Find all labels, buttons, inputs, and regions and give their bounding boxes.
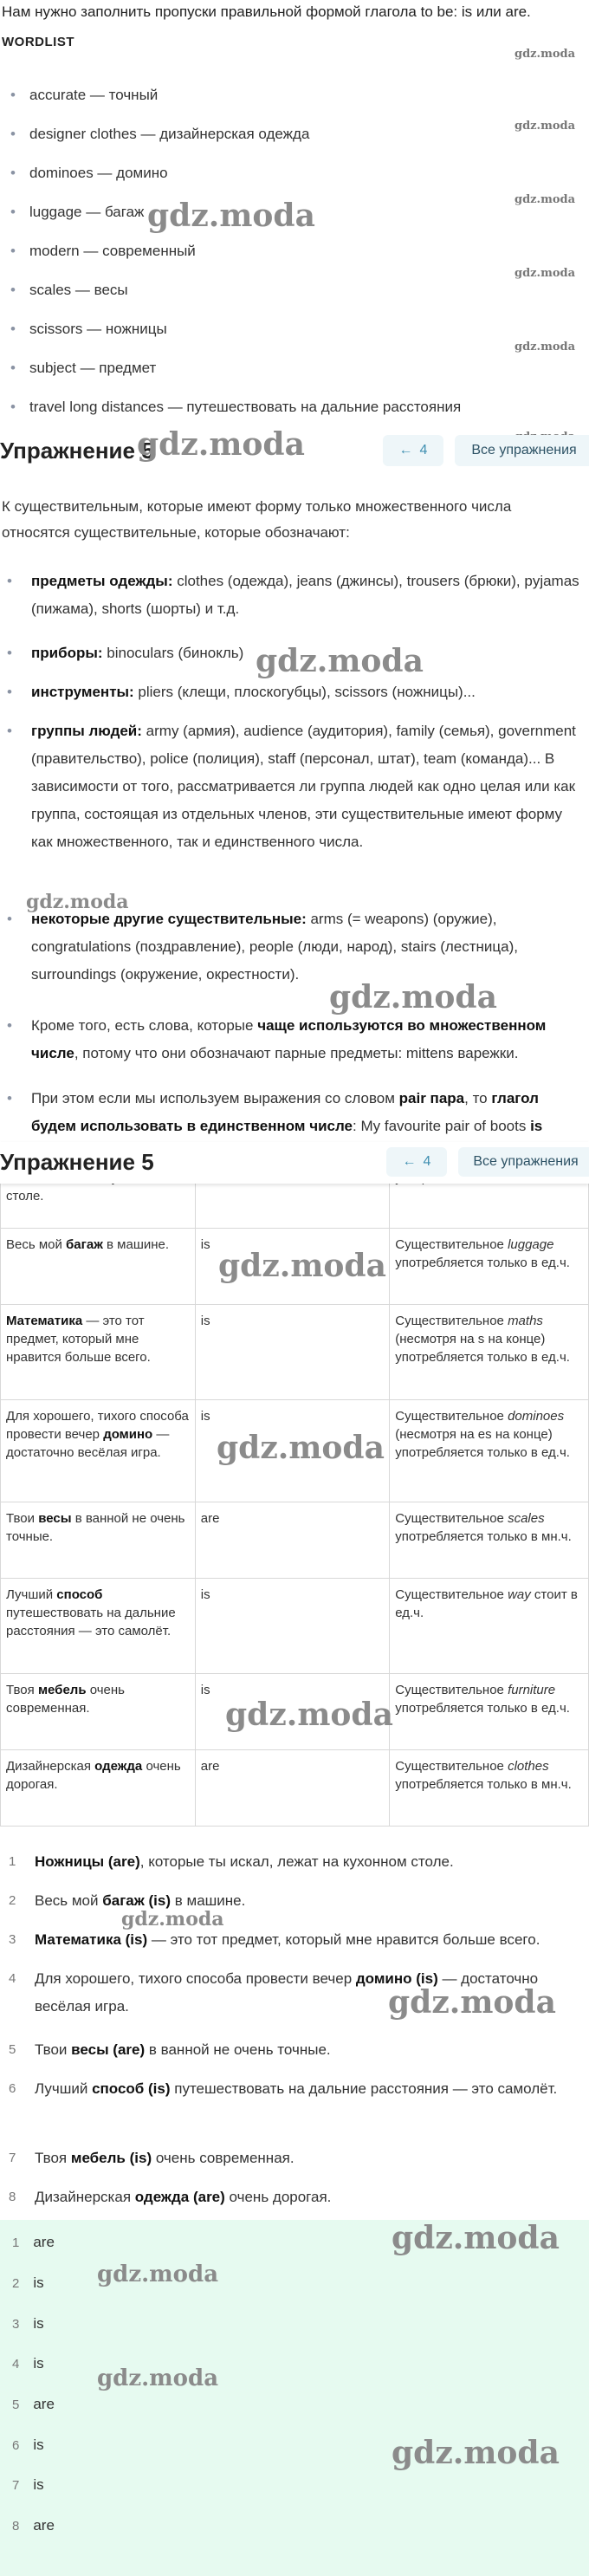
- wordlist-title: WORDLIST: [2, 35, 74, 49]
- wordlist-item: • scissors — ножницы: [12, 321, 167, 338]
- list-item: 4 Для хорошего, тихого способа провести вечер домино (is) — достаточно весёлая игра.: [9, 1970, 539, 2015]
- arrow-left-icon: ←: [398, 443, 413, 457]
- wordlist-item: • dominoes — домино: [12, 165, 168, 182]
- answer-item: 2 is: [12, 2274, 44, 2291]
- arrow-left-icon: ←: [402, 1154, 417, 1169]
- task-intro: Нам нужно заполнить пропуски правильной формой глагола to be: is или are.: [2, 3, 531, 20]
- watermark: gdz.moda: [515, 341, 576, 354]
- answer-item: 6 is: [12, 2436, 44, 2453]
- table-row: Твои весы в ванной не очень точные. are Существительное scales употребляется только в мн.ч.: [1, 1502, 589, 1579]
- watermark: gdz.moda: [392, 2220, 560, 2256]
- watermark: gdz.moda: [137, 426, 305, 463]
- watermark: gdz.moda: [218, 1248, 386, 1284]
- watermark: gdz.moda: [515, 193, 576, 206]
- answer-item: 5 are: [12, 2396, 55, 2412]
- theory-bullet: • При этом если мы используем выражения со словом pair пара, то глагол будем использовать в единственном числе: My favourite pair of boots is: [9, 1085, 580, 1140]
- wordlist-item: • scales — весы: [12, 282, 128, 299]
- all-exercises-button[interactable]: Все упражнения: [455, 435, 589, 466]
- list-item: 6 Лучший способ (is) путешествовать на дальние расстояния — это самолёт.: [9, 2080, 558, 2097]
- theory-bullet: • предметы одежды: clothes (одежда), jeans (джинсы), trousers (брюки), pyjamas (пижама), shorts (шорты) и т.д.: [9, 568, 580, 623]
- list-item: 3 Математика (is) — это тот предмет, который мне нравится больше всего.: [9, 1931, 540, 1948]
- answer-item: 3 is: [12, 2315, 44, 2332]
- watermark: gdz.moda: [121, 1908, 224, 1930]
- watermark: gdz.moda: [515, 267, 576, 280]
- table-row: Математика — это тот предмет, который мне нравится больше всего. is Существительное maths (несмотря на s на конце) употребляется только в ед.ч.: [1, 1305, 589, 1400]
- watermark: gdz.moda: [329, 979, 497, 1015]
- exercise-title: Упражнение 5: [0, 1149, 154, 1175]
- prev-exercise-button[interactable]: ← 4: [383, 435, 443, 466]
- watermark: gdz.moda: [97, 2261, 219, 2287]
- list-item: 2 Весь мой багаж (is) в машине.: [9, 1892, 246, 1909]
- answers-panel: [0, 2220, 589, 2576]
- watermark: gdz.moda: [225, 1697, 393, 1733]
- list-item: 8 Дизайнерская одежда (are) очень дорогая.: [9, 2189, 332, 2205]
- watermark: gdz.moda: [256, 643, 424, 679]
- theory-bullet: • приборы: binoculars (бинокль): [9, 639, 580, 667]
- wordlist-item: • subject — предмет: [12, 360, 156, 377]
- watermark: gdz.moda: [515, 48, 576, 61]
- theory-bullet: • группы людей: army (армия), audience (аудитория), family (семья), government (правительство), police (полиция), staff (персонал, штат), team (команда)... В зависимости от того, рассматривается ли группа людей как одно целая или как группа, состоящая из отдельных членов, эти существительные имеют форму как множественного, так и единственного числа.: [9, 717, 580, 856]
- answer-item: 8 are: [12, 2517, 55, 2534]
- wordlist-item: • accurate — точный: [12, 87, 158, 104]
- list-item: 5 Твои весы (are) в ванной не очень точные.: [9, 2041, 331, 2058]
- exercise-title: Упражнение 5: [0, 438, 154, 464]
- table-row: Твоя мебель очень современная. is Существительное furniture употребляется только в ед.ч.: [1, 1674, 589, 1750]
- list-item: 1 Ножницы (are), которые ты искал, лежат на кухонном столе.: [9, 1853, 454, 1870]
- watermark: gdz.moda: [97, 2365, 219, 2391]
- watermark: gdz.moda: [217, 1430, 385, 1466]
- theory-intro: К существительным, которые имеют форму только множественного числа относятся существительные, которые обозначают:: [2, 498, 512, 541]
- list-item: 7 Твоя мебель (is) очень современная.: [9, 2150, 294, 2166]
- wordlist-item: • modern — современный: [12, 243, 196, 260]
- answer-item: 7 is: [12, 2476, 44, 2493]
- theory-bullet: • некоторые другие существительные: arms (= weapons) (оружие), congratulations (поздравление), people (люди, народ), stairs (лестница), surroundings (окружение, окрестности).: [9, 905, 580, 989]
- watermark: gdz.moda: [147, 198, 315, 234]
- answer-item: 4 is: [12, 2355, 44, 2372]
- table-row: Лучший способ путешествовать на дальние расстояния — это самолёт. is Существительное way стоит в ед.ч.: [1, 1579, 589, 1674]
- prev-exercise-button[interactable]: ← 4: [386, 1147, 447, 1177]
- theory-bullet: • инструменты: pliers (клещи, плоскогубцы), scissors (ножницы)...: [9, 678, 580, 706]
- answer-item: 1 are: [12, 2234, 55, 2250]
- wordlist-item: • luggage — багаж: [12, 204, 144, 221]
- table-row: Дизайнерская одежда очень дорогая. are Существительное clothes употребляется только в мн.ч.: [1, 1750, 589, 1827]
- wordlist-item: • travel long distances — путешествовать на дальние расстояния: [12, 399, 461, 416]
- watermark: gdz.moda: [392, 2435, 560, 2471]
- table-row: столе.: [1, 1171, 589, 1229]
- watermark: gdz.moda: [388, 1984, 556, 2021]
- watermark: gdz.moda: [26, 891, 129, 913]
- theory-bullet: • Кроме того, есть слова, которые чаще используются во множественном числе, потому что они обозначают парные предметы: mittens варежки.: [9, 1012, 580, 1067]
- watermark: gdz.moda: [515, 120, 576, 133]
- all-exercises-button[interactable]: Все упражнения: [458, 1147, 589, 1177]
- table-row: Весь мой багаж в машине. is Существительное luggage употребляется только в ед.ч.: [1, 1229, 589, 1305]
- wordlist-item: • designer clothes — дизайнерская одежда: [12, 126, 309, 143]
- table-row: Для хорошего, тихого способа провести вечер домино — достаточно весёлая игра. is Существительное dominoes (несмотря на es на конце) употребляется только в ед.ч.: [1, 1400, 589, 1502]
